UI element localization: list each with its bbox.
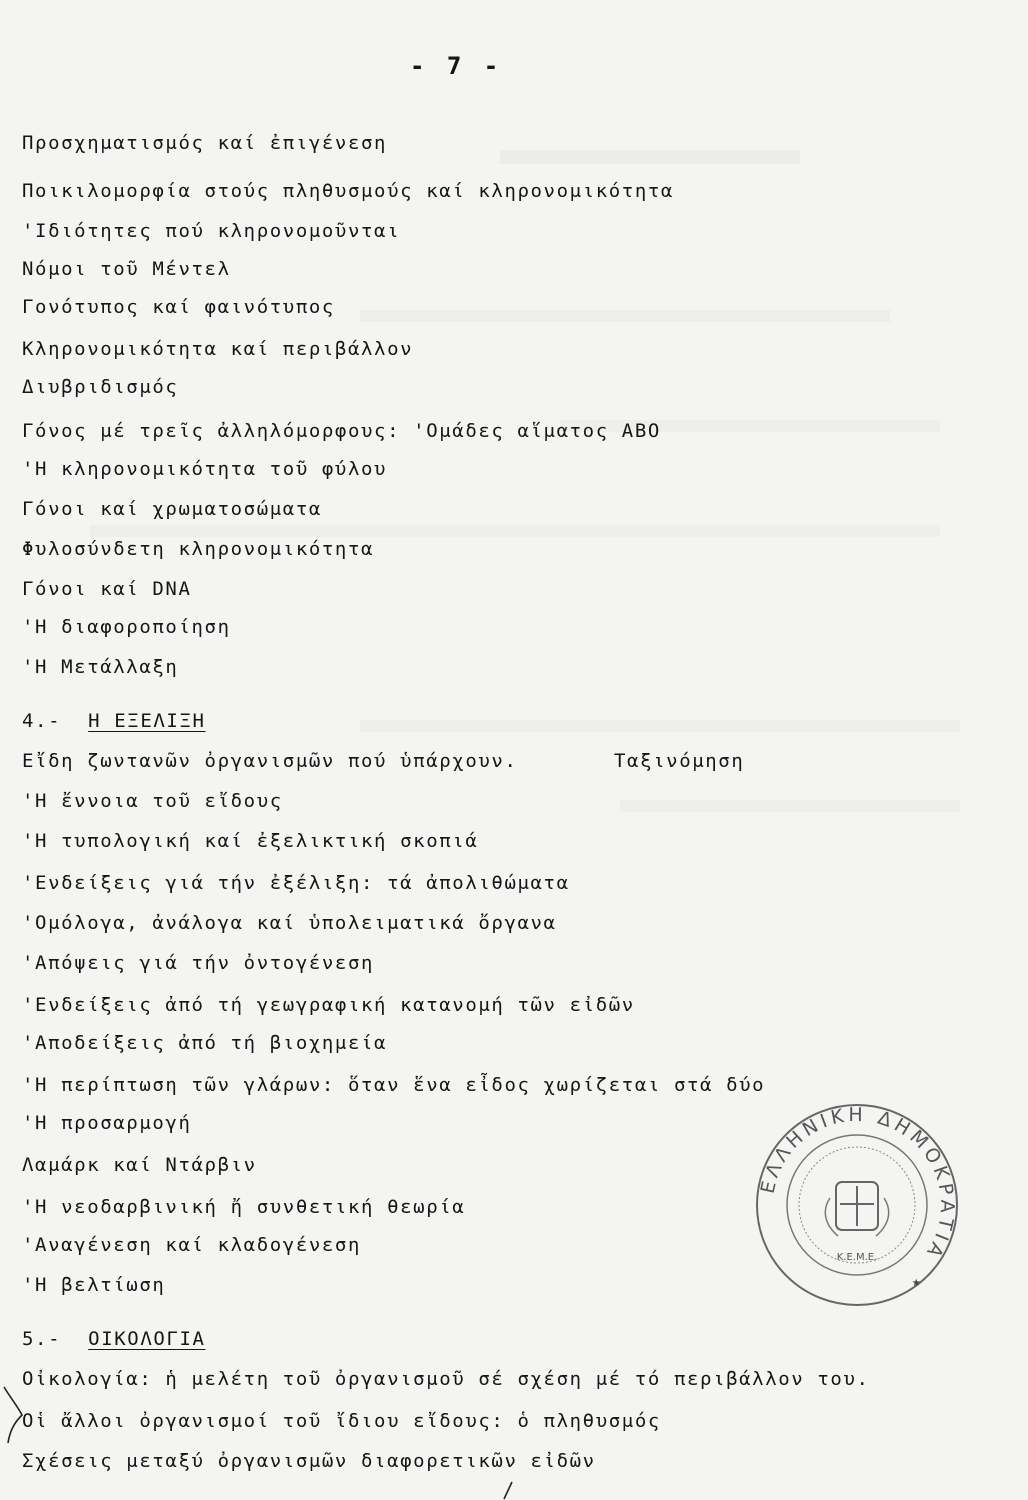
list-item: Σχέσεις μεταξύ ὀργανισμῶν διαφορετικῶν εἰδῶν [22,1450,596,1472]
list-item: 'Η νεοδαρβινική ἤ συνθετική θεωρία [22,1196,466,1218]
list-item: 'Ομόλογα, ἀνάλογα καί ὑπολειματικά ὄργανα [22,912,557,934]
list-item: Ποικιλομορφία στούς πληθυσμούς καί κληρονομικότητα [22,180,674,202]
list-item: Λαμάρκ καί Ντάρβιν [22,1154,257,1176]
list-item: 'Η τυπολογική καί ἐξελικτική σκοπιά [22,830,479,852]
seal-outer-text: ΕΛΛΗΝΙΚΗ ΔΗΜΟΚΡΑΤΙΑ [756,1103,959,1265]
list-item: Γόνοι καί DNA [22,578,192,600]
list-item: Οἰκολογία: ἡ μελέτη τοῦ ὀργανισμοῦ σέ σχέση μέ τό περιβάλλον του. [22,1368,870,1390]
list-item: 'Ενδείξεις γιά τήν ἐξέλιξη: τά ἀπολιθώματα [22,872,570,894]
list-item: 'Η κληρονομικότητα τοῦ φύλου [22,458,388,480]
list-item: Κληρονομικότητα καί περιβάλλον [22,338,414,360]
section-heading [22,1328,206,1350]
section-title: Η ΕΞΕΛΙΞΗ [88,710,206,732]
page-number: - 7 - [410,52,503,80]
list-item: 'Η προσαρμογή [22,1112,192,1134]
list-item: Διυβριδισμός [22,376,179,398]
list-item: Φυλοσύνδετη κληρονομικότητα [22,538,375,560]
section-heading [22,710,206,732]
list-item: Οἱ ἄλλοι ὀργανισμοί τοῦ ἴδιου εἴδους: ὁ πληθυσμός [22,1410,661,1432]
list-item: 'Αναγένεση καί κλαδογένεση [22,1234,362,1256]
list-item-text: Εἴδη ζωντανῶν ὀργανισμῶν πού ὑπάρχουν. [22,750,518,772]
list-item: Γονότυπος καί φαινότυπος [22,296,335,318]
list-item: 'Απόψεις γιά τήν ὀντογένεση [22,952,375,974]
section-title: ΟΙΚΟΛΟΓΙΑ [88,1328,206,1350]
list-item: Γόνοι καί χρωματοσώματα [22,498,322,520]
margin-bracket-mark [0,1385,30,1445]
official-seal [752,1100,962,1310]
seal-inner-text: Κ.Ε.Μ.Ε. [836,1252,878,1263]
list-item: Νόμοι τοῦ Μέντελ [22,258,231,280]
star-icon: ★ [912,1274,921,1290]
list-item: 'Ιδιότητες πού κληρονομοῦνται [22,220,401,242]
list-item: 'Η περίπτωση τῶν γλάρων: ὅταν ἕνα εἶδος χωρίζεται στά δύο [22,1074,766,1096]
list-item: 'Η Μετάλλαξη [22,656,179,678]
list-item: 'Ενδείξεις ἀπό τή γεωγραφική κατανομή τῶν εἰδῶν [22,994,635,1016]
list-item: 'Η διαφοροποίηση [22,616,231,638]
list-item: 'Αποδείξεις ἀπό τή βιοχημεία [22,1032,388,1054]
section-number: 5.- [22,1328,62,1350]
list-item-aside: Ταξινόμηση [614,750,745,772]
list-item: Γόνος μέ τρεῖς ἀλληλόμορφους: 'Ομάδες αἵματος ABO [22,420,661,442]
list-item: 'Η ἔννοια τοῦ εἴδους [22,790,283,812]
section-number: 4.- [22,710,62,732]
list-item: Προσχηματισμός καί ἐπιγένεση [22,132,388,154]
pen-stroke-mark [498,1480,518,1500]
list-item [22,750,1002,772]
list-item: 'Η βελτίωση [22,1274,166,1296]
